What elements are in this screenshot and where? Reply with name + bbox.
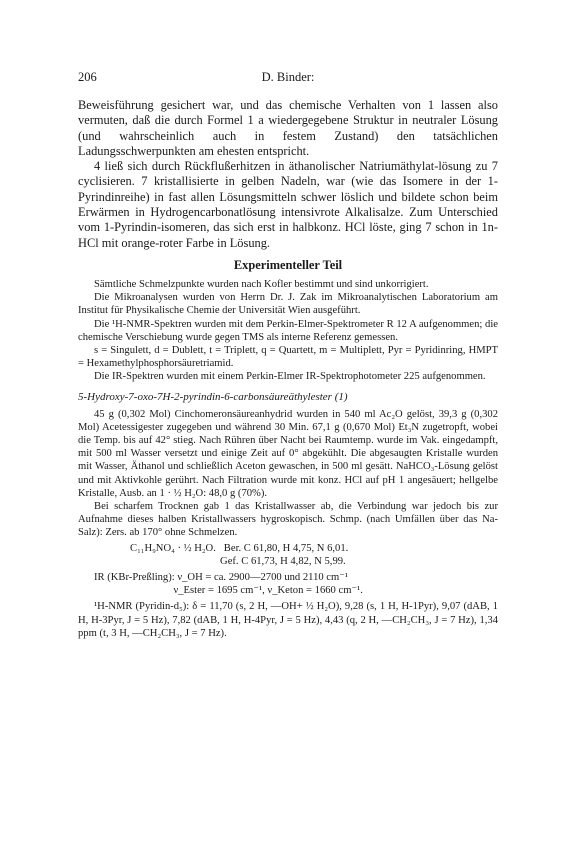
ir-line: IR (KBr-Preßling): ν_OH = ca. 2900—2700 und 2110 cm⁻¹ (94, 572, 349, 584)
page-number: 206 (78, 70, 97, 84)
experimental-paragraph: Sämtliche Schmelzpunkte wurden nach Kofler bestimmt und sind unkorrigiert. (94, 279, 429, 291)
author-header: D. Binder: (261, 70, 315, 84)
main-text (78, 98, 498, 640)
nmr-paragraph: ¹H-NMR (Pyridin-d₅): δ = 11,70 (s, 2 H, —OH+ ½ H₂O), 9,28 (s, 1 H, H-1Pyr), 9,07 (dAB, 1 H, H-3Pyr, J = 5 Hz), 7,82 (dAB, 1 H, H-4Pyr, J = 5 Hz), 4,43 (q, 2 H, —CH₂CH₃, J = 7 Hz), 1,34 ppm (t, 3 H, —CH₂CH₃, J = 7 Hz). (78, 601, 498, 639)
section-heading: Experimenteller Teil (233, 257, 343, 272)
compound-title: 5-Hydroxy-7-oxo-7H-2-pyrindin-6-carbonsäureäthylester (1) (78, 391, 348, 404)
running-header (78, 70, 498, 86)
elemental-analysis (78, 542, 498, 568)
experimental-paragraph: Die IR-Spektren wurden mit einem Perkin-Elmer IR-Spektrophotometer 225 aufgenommen. (94, 370, 486, 382)
intro-paragraph: 4 ließ sich durch Rückflußerhitzen in äthanolischer Natriumäthylat-lösung zu 7 cyclisieren. 7 kristallisierte in gelben Nadeln, war (wie das Isomere in der 1-Pyrindinreihe) in fast allen Lösungsmitteln schwer löslich und bildete schon beim Erwärmen in Hydrogencarbonatlösung intensivrote Alkalisalze. Zum Unterschied vom 1-Pyrindin-isomeren, das sich erst in halbkonz. HCl löste, ging 7 schon in 1n-HCl mit orange-roter Farbe in Lösung. (78, 159, 498, 250)
experimental-paragraph: Die Mikroanalysen wurden von Herrn Dr. J. Zak im Mikroanalytischen Laboratorium am Institut für Physikalische Chemie der Universität Wien ausgeführt. (78, 292, 498, 317)
experimental-paragraph: s = Singulett, d = Dublett, t = Triplett, q = Quartett, m = Multiplett, Pyr = Pyridinring, HMPT = Hexamethylphosphorsäuretriamid. (78, 344, 498, 369)
experimental-notes (78, 278, 498, 639)
preparation-paragraph: Bei scharfem Trocknen gab 1 das Kristallwasser ab, die Verbindung war jedoch bis zur Aufnahme dieses halben Kristallwassers hygroskopisch. Schmp. (nach Umfällen über das Na-Salz): Zers. ab 170° ohne Schmelzen. (78, 500, 498, 538)
ir-line: ν_Ester = 1695 cm⁻¹, ν_Keton = 1660 cm⁻¹. (94, 585, 363, 597)
experimental-paragraph: Die ¹H-NMR-Spektren wurden mit dem Perkin-Elmer-Spektrometer R 12 A aufgenommen; die chemische Verschiebung wurde gegen TMS als interne Referenz gemessen. (78, 318, 498, 343)
intro-paragraph: Beweisführung gesichert war, und das chemische Verhalten von 1 lassen also vermuten, daß die durch Formel 1 a wiedergegebene Struktur in neutraler Lösung (und wahrscheinlich auch in festem Zustand) den tatsächlichen Ladungsschwerpunkten am ehesten entspricht. (78, 98, 498, 158)
ir-data (78, 571, 498, 597)
analysis-line: C₁₁H₉NO₄ · ½ H₂O. Ber. C 61,80, H 4,75, N 6,01. (130, 543, 349, 555)
preparation-paragraph: 45 g (0,302 Mol) Cinchomeronsäureanhydrid wurden in 540 ml Ac₂O gelöst, 39,3 g (0,302 Mol) Acetessigester zugegeben und während 30 Min. 67,1 g (0,670 Mol) Et₃N zugetropft, wobei die Temp. bis auf 42° stieg. Nach Rühren über Nacht bei Raumtemp. wurde im Vak. eingedampft, mit 500 ml Wasser versetzt und einige Zeit auf 0° abgekühlt. Die abgesaugten Kristalle wurden mit Wasser, Äthanol und schließlich Aceton gewaschen, in 500 ml gesätt. NaHCO₃-Lösung gelöst und mit Aktivkohle gerührt. Nach Filtration wurde mit konz. HCl auf pH 1 angesäuert; hellgelbe Kristalle, Ausb. an 1 · ½ H₂O: 48,0 g (70%). (78, 409, 498, 499)
analysis-line: Gef. C 61,73, H 4,82, N 5,99. (130, 556, 346, 568)
